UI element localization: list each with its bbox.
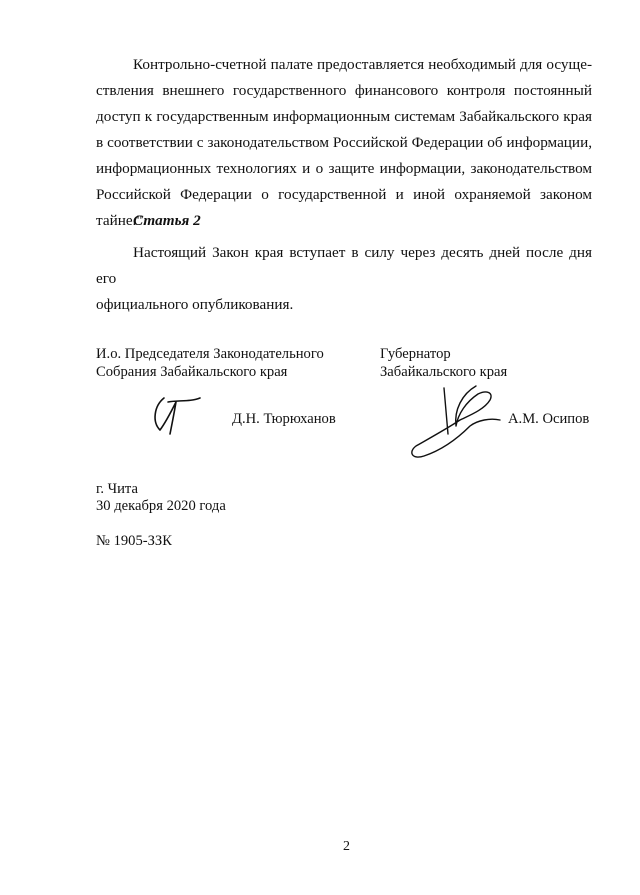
- left-title-line-1: И.о. Председателя Законодательного: [96, 346, 324, 362]
- right-signatory-name: А.М. Осипов: [508, 411, 590, 427]
- text-line: Контрольно-счетной палате предоставляется необходимый для осуще-: [133, 56, 592, 73]
- left-signatory-name: Д.Н. Тюрюханов: [232, 411, 336, 427]
- paragraph-entry-into-force: [96, 240, 592, 318]
- right-title-line-1: Губернатор: [380, 346, 451, 362]
- right-title-line-2: Забайкальского края: [380, 364, 508, 380]
- text-line: доступ к государственным информационным системам Забайкальского края: [96, 108, 592, 125]
- text-line: официального опубликования.: [96, 296, 294, 313]
- right-handwritten-signature: [404, 380, 504, 466]
- left-title-line-2: Собрания Забайкальского края: [96, 364, 288, 380]
- law-number: № 1905-ЗЗК: [96, 533, 172, 549]
- text-line: Российской Федерации о государственной и иной охраняемой законом тайне.".: [96, 186, 592, 229]
- date-of-signing: 30 декабря 2020 года: [96, 498, 226, 514]
- text-line: Настоящий Закон края вступает в силу через десять дней после дня его: [96, 244, 592, 287]
- paragraph-access-provision: [96, 52, 592, 234]
- left-handwritten-signature: [146, 392, 202, 436]
- page-number: 2: [343, 839, 350, 854]
- left-signatory-title: [96, 345, 324, 381]
- text-line: в соответствии с законодательством Российской Федерации об информации,: [96, 134, 592, 151]
- place-of-signing: г. Чита: [96, 481, 138, 497]
- text-line: информационных технологиях и о защите информации, законодательством: [96, 160, 592, 177]
- text-line: ствления внешнего государственного финансового контроля постоянный: [96, 82, 592, 99]
- right-signatory-title: [380, 345, 507, 381]
- article-heading: Статья 2: [133, 212, 201, 229]
